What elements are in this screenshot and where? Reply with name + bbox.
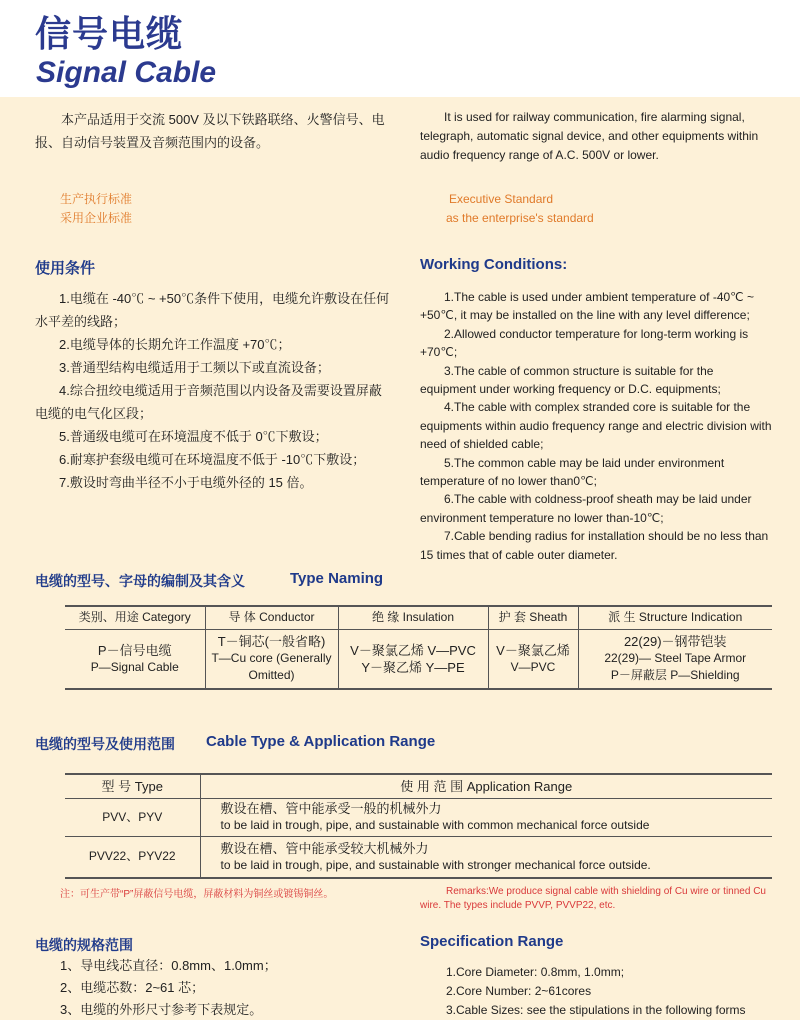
cell-conductor (205, 629, 338, 689)
table-row (65, 629, 772, 689)
list-item: 2.Allowed conductor temperature for long-term working is +70℃; (420, 326, 749, 360)
header-range: 使 用 范 围 Application Range (200, 774, 772, 798)
list-item: 3.Cable Sizes: see the stipulations in the following forms (446, 1003, 746, 1017)
intro-cn: 本产品适用于交流 500V 及以下铁路联络、火警信号、电报、自动信号装置及音频范围内的设备。 (35, 112, 385, 150)
header-category: 类别、用途 Category (65, 606, 205, 629)
spec-list-cn (60, 955, 277, 1021)
spec-title-cn: 电缆的规格范围 (35, 937, 133, 953)
cell-line: V－聚氯乙烯 (496, 642, 570, 658)
cell-line: V－聚氯乙烯 V—PVC (350, 642, 476, 658)
list-item: 3.The cable of common structure is suitable for the equipment under working frequency or D.C. equipments; (420, 363, 721, 397)
table-header-row (65, 606, 772, 629)
header-type: 型 号 Type (65, 774, 200, 798)
table-row (65, 798, 772, 836)
working-title-cn: 使用条件 (35, 260, 96, 277)
table-row (65, 836, 772, 878)
list-item: 1.Core Diameter: 0.8mm, 1.0mm; (446, 965, 625, 979)
application-title-cn: 电缆的型号及使用范围 (35, 736, 175, 752)
list-item: 1.电缆在 -40℃ ~ +50℃条件下使用，电缆允许敷设在任何水平差的线路； (35, 291, 390, 329)
list-item: 3、电缆的外形尺寸参考下表规定。 (60, 1002, 263, 1017)
cell-range (200, 836, 772, 878)
header-sheath: 护 套 Sheath (488, 606, 578, 629)
cell-line: V—PVC (510, 659, 556, 674)
list-item: 5.The common cable may be laid under environment temperature of no lower than0℃; (420, 455, 725, 489)
standard-value-cn: 采用企业标准 (60, 211, 133, 225)
note-cn: 注：可生产带“P”屏蔽信号电缆，屏蔽材料为铜丝或镀锡铜丝。 (60, 889, 334, 900)
header-conductor: 导 体 Conductor (205, 606, 338, 629)
list-item: 1.The cable is used under ambient temperature of -40℃ ~ +50℃, it may be installed on the line with any level difference; (420, 290, 754, 323)
cell-line: to be laid in trough, pipe, and sustainable with stronger mechanical force outside. (220, 857, 651, 872)
application-table (65, 773, 772, 879)
list-item: 2、电缆芯数：2~61 芯； (60, 980, 205, 995)
list-item: 4.The cable with complex stranded core is suitable for the equipments within audio frequency range and electric division with need of shielded cable; (420, 400, 772, 452)
cell-category (65, 629, 205, 689)
cell-line: to be laid in trough, pipe, and sustainable with common mechanical force outside (220, 818, 650, 832)
standard-label-en: Executive Standard (449, 192, 554, 206)
standard-value-en: as the enterprise's standard (446, 211, 594, 225)
cell-structure (578, 629, 772, 689)
page-title-cn: 信号电缆 (35, 13, 184, 54)
intro-en: It is used for railway communication, fire alarming signal, telegraph, automatic signal device, and other equipments within audio frequency range of A.C. 500V or lower. (420, 110, 759, 162)
cell-line: 敷设在槽、管中能承受一般的机械外力 (220, 801, 442, 816)
working-title-en: Working Conditions: (420, 256, 568, 273)
list-item: 2.电缆导体的长期允许工作温度 +70℃； (59, 337, 291, 352)
spec-list-en (446, 963, 746, 1020)
cell-range (200, 798, 772, 836)
page-title-en: Signal Cable (36, 56, 217, 89)
cell-insulation (338, 629, 488, 689)
cell-line: P—Signal Cable (90, 659, 179, 674)
header-insulation: 绝 缘 Insulation (338, 606, 488, 629)
cell-sheath (488, 629, 578, 689)
working-list-cn (35, 287, 390, 494)
note-en: Remarks:We produce signal cable with shielding of Cu wire or tinned Cu wire. The types include PVVP, PVVP22, etc. (420, 886, 766, 911)
cell-line: 敷设在槽、管中能承受较大机械外力 (220, 840, 429, 856)
application-title-en: Cable Type & Application Range (206, 733, 436, 750)
list-item: 4.综合扭绞电缆适用于音频范围以内设备及需要设置屏蔽电缆的电气化区段； (35, 383, 382, 421)
table-header-row (65, 774, 772, 798)
list-item: 6.The cable with coldness-proof sheath may be laid under environment temperature no lower than-10℃; (420, 492, 752, 525)
type-naming-table (65, 605, 772, 690)
cell-line: P－信号电缆 (97, 642, 172, 658)
standard-label-cn: 生产执行标准 (60, 192, 133, 206)
cell-line: 22(29)－钢带铠装 (623, 634, 727, 650)
cell-line: Y－聚乙烯 Y—PE (361, 659, 465, 675)
cell-line: P－屏蔽层 P—Shielding (610, 668, 740, 683)
cell-type: PVV、PYV (65, 798, 200, 836)
cell-line: T—Cu core (Generally Omitted) (211, 651, 332, 683)
list-item: 1、导电线芯直径：0.8mm、1.0mm； (60, 958, 277, 973)
header-structure: 派 生 Structure Indication (578, 606, 772, 629)
naming-title-cn: 电缆的型号、字母的编制及其含义 (35, 573, 245, 589)
list-item: 2.Core Number: 2~61cores (446, 984, 592, 998)
naming-title-en: Type Naming (290, 570, 384, 587)
cell-line: T－铜芯(一般省略) (217, 634, 326, 650)
cell-line: 22(29)— Steel Tape Armor (604, 651, 747, 666)
cell-type: PVV22、PYV22 (65, 836, 200, 878)
working-list-en (420, 288, 772, 564)
list-item: 7.敷设时弯曲半径不小于电缆外径的 15 倍。 (59, 475, 313, 490)
list-item: 5.普通级电缆可在环境温度不低于 0℃下敷设； (59, 429, 328, 444)
list-item: 6.耐寒护套级电缆可在环境温度不低于 -10℃下敷设； (59, 452, 366, 467)
list-item: 3.普通型结构电缆适用于工频以下或直流设备； (59, 360, 330, 375)
list-item: 7.Cable bending radius for installation should be no less than 15 times that of cable outer diameter. (420, 529, 769, 562)
spec-title-en: Specification Range (420, 933, 564, 950)
